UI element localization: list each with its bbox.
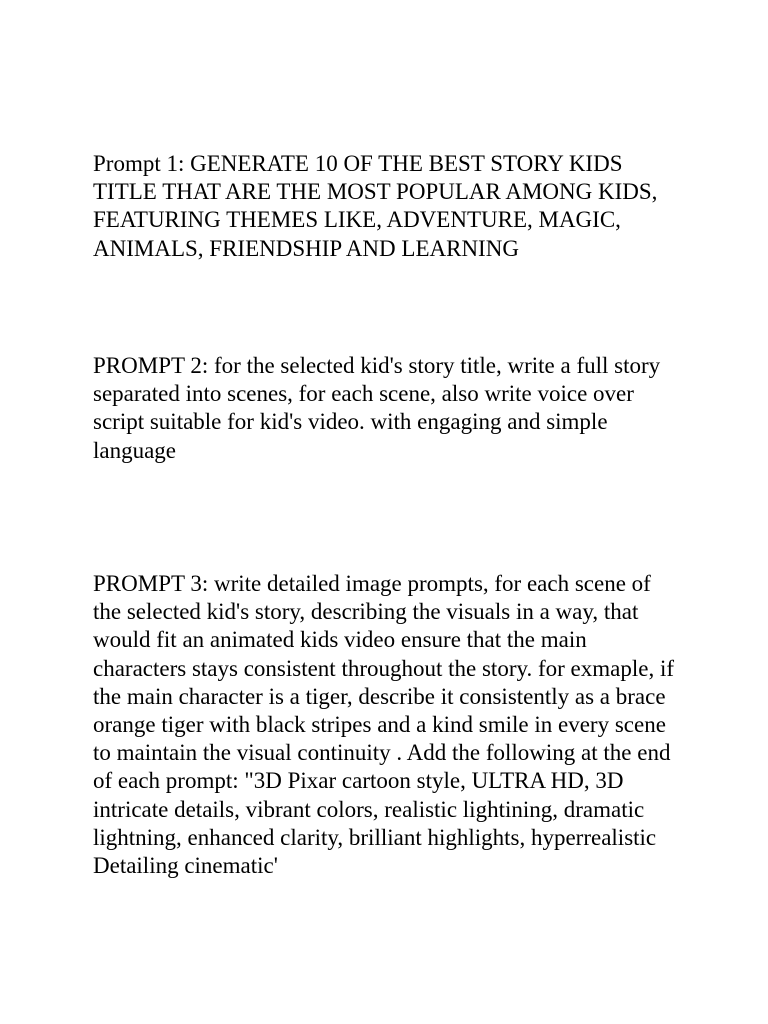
prompt-3-paragraph: PROMPT 3: write detailed image prompts, for each scene of the selected kid's story, describing the visuals in a way, that would fit an animated kids video ensure that the main characters stays consistent throughout the story. for exmaple, if the main character is a tiger, describe it consistently as a brace orange tiger with black stripes and a kind smile in every scene to maintain the visual continuity . Add the following at the end of each prompt: "3D Pixar cartoon style, ULTRA HD, 3D intricate details, vibrant colors, realistic lightining, dramatic lightning, enhanced clarity, brilliant highlights, hyperrealistic Detailing cinematic' bbox=[93, 571, 675, 879]
prompt-1-paragraph: Prompt 1: GENERATE 10 OF THE BEST STORY KIDS TITLE THAT ARE THE MOST POPULAR AMONG KIDS, FEATURING THEMES LIKE, ADVENTURE, MAGIC, ANIMALS, FRIENDSHIP AND LEARNING bbox=[93, 151, 658, 261]
prompt-2-paragraph: PROMPT 2: for the selected kid's story title, write a full story separated into scenes, for each scene, also write voice over script suitable for kid's video. with engaging and simple language bbox=[93, 353, 661, 463]
